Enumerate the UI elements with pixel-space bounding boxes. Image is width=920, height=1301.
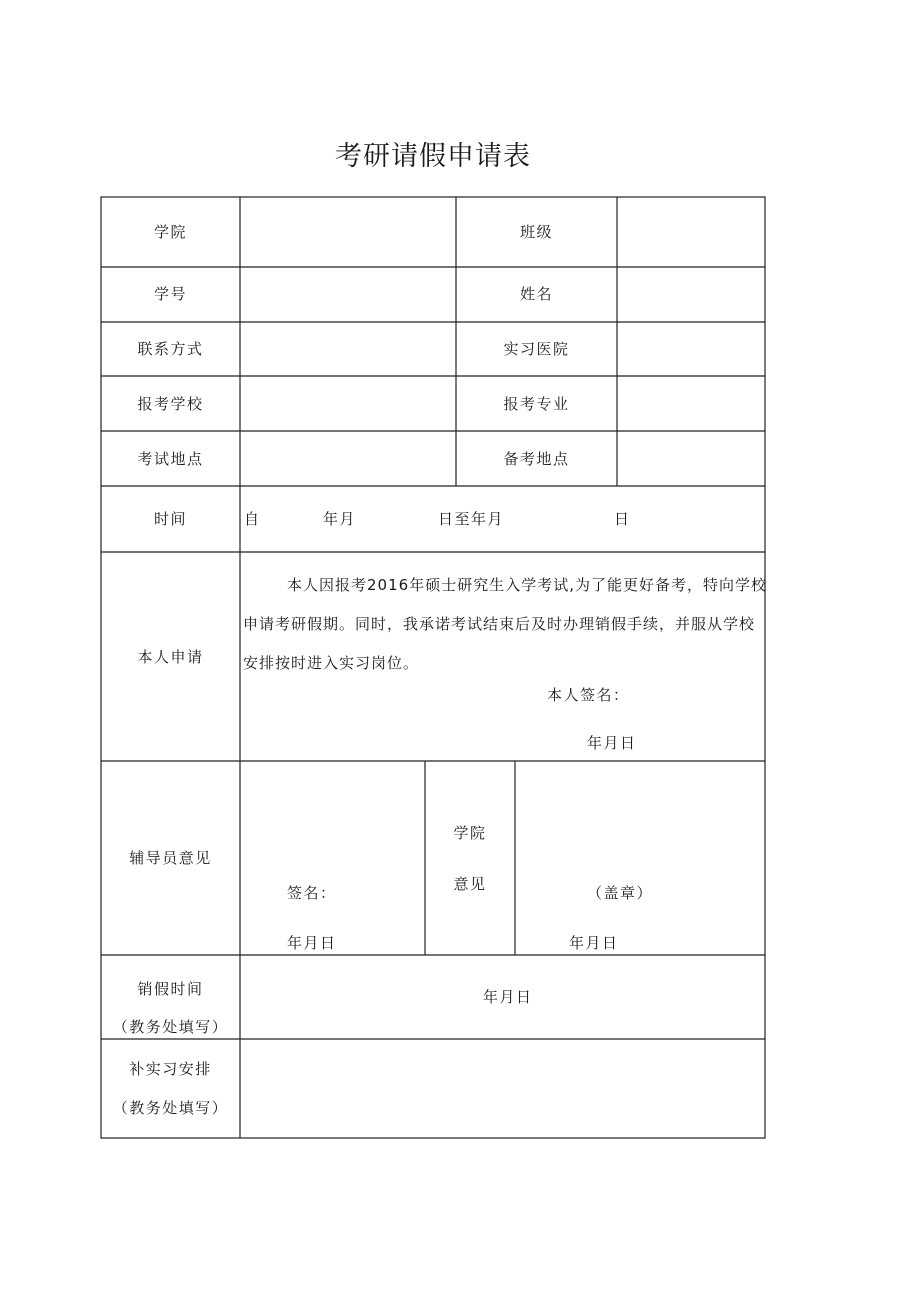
college-seal-label: （盖章） <box>587 884 654 902</box>
label-target-major: 报考专业 <box>503 395 570 413</box>
label-exam-location: 考试地点 <box>137 450 204 468</box>
statement-part1: 本人因报考 <box>287 576 368 594</box>
label-filled-by-office: （教务处填写） <box>112 1018 229 1036</box>
label-target-school: 报考学校 <box>137 395 204 413</box>
label-name: 姓名 <box>519 285 553 303</box>
applicant-date-label: 年月日 <box>587 734 637 752</box>
label-college-opinion-line1: 学院 <box>453 824 487 842</box>
label-counselor-opinion: 辅导员意见 <box>129 849 212 867</box>
page-title: 考研请假申请表 <box>335 141 531 172</box>
label-internship-hospital: 实习医院 <box>503 340 570 358</box>
label-filled-by-office-2: （教务处填写） <box>112 1099 229 1117</box>
label-makeup-internship: 补实习安排 <box>129 1060 212 1078</box>
college-date-label: 年月日 <box>569 934 619 952</box>
label-college: 学院 <box>153 223 187 241</box>
label-time: 时间 <box>153 510 187 528</box>
label-contact: 联系方式 <box>137 340 204 358</box>
label-student-id: 学号 <box>153 285 187 303</box>
label-prep-location: 备考地点 <box>503 450 570 468</box>
applicant-signature-label: 本人签名： <box>547 686 630 704</box>
statement-year: 2016 <box>367 576 410 594</box>
time-from: 自 <box>244 510 261 528</box>
application-statement <box>243 566 768 683</box>
counselor-signature-label: 签名： <box>287 884 337 902</box>
counselor-date-label: 年月日 <box>287 934 337 952</box>
leave-end-date-label: 年月日 <box>483 988 533 1006</box>
statement-part2: 年硕士研究生入学考试,为了能更好备考，特向学校申请考研假期。同时，我承诺考试结束后及时办理销假手续，并服从学校安排按时进入实习岗位。 <box>243 576 767 672</box>
time-year-month-1: 年月 <box>323 510 357 528</box>
time-day-to-year-month: 日至年月 <box>438 510 505 528</box>
label-leave-end-time: 销假时间 <box>137 980 204 998</box>
label-class: 班级 <box>519 223 553 241</box>
label-college-opinion-line2: 意见 <box>453 875 487 893</box>
time-day-end: 日 <box>614 510 631 528</box>
label-application: 本人申请 <box>137 648 204 666</box>
